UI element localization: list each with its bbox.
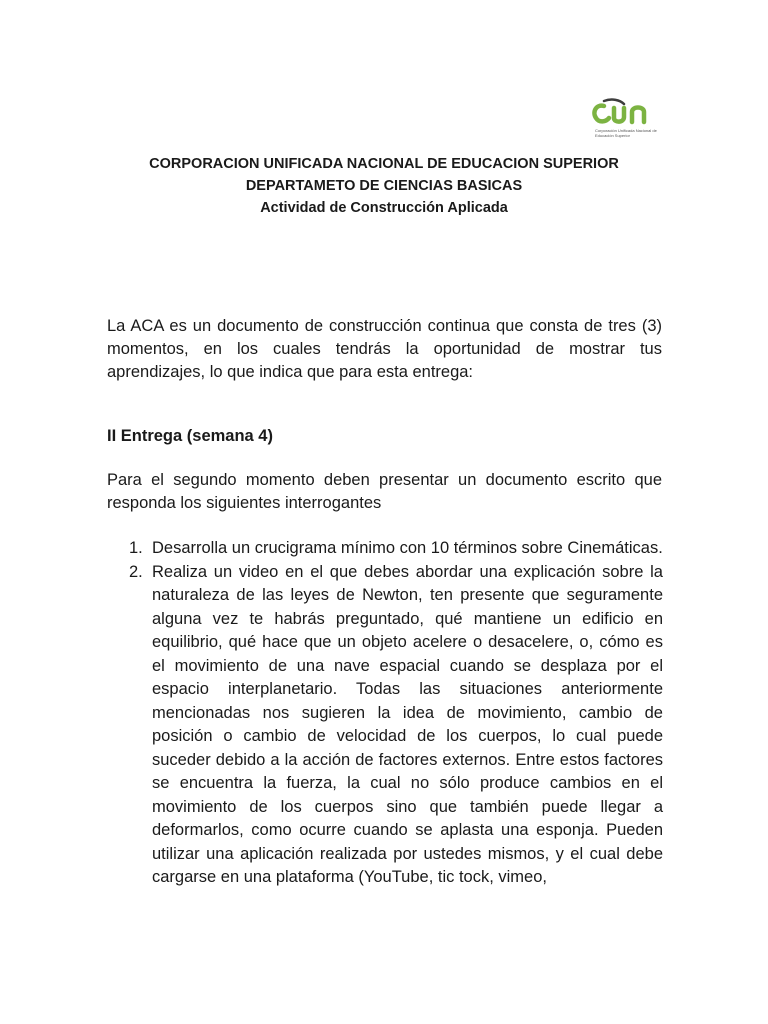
- logo-caption: Corporación Unificada Nacional de Educación Superior: [595, 128, 657, 138]
- questions-list: [0, 537, 768, 890]
- list-item-text: Desarrolla un crucigrama mínimo con 10 términos sobre Cinemáticas.: [152, 539, 663, 557]
- list-item: [0, 537, 663, 561]
- cun-logo: [590, 98, 670, 148]
- activity-title: Actividad de Construcción Aplicada: [260, 200, 508, 216]
- institution-title: CORPORACION UNIFICADA NACIONAL DE EDUCACION SUPERIOR: [149, 156, 619, 172]
- instructions-paragraph: Para el segundo momento deben presentar un documento escrito que responda los siguientes interrogantes: [107, 471, 662, 512]
- list-item-text: Realiza un video en el que debes abordar una explicación sobre la naturaleza de las leyes de Newton, ten presente que seguramente alguna vez te habrás preguntado, qué mantiene un edificio en equilibrio, qué hace que un objeto acelere o desacelere, o, cómo es el movimiento de una nave espacial cuando se desplaza por el espacio interplanetario. Todas las situaciones anteriormente mencionadas nos sugieren la idea de movimiento, cambio de posición o cambio de velocidad de los cuerpos, lo cual puede suceder debido a la acción de factores externos. Entre estos factores se encuentra la fuerza, la cual no sólo produce cambios en el movimiento de los cuerpos sino que también puede llegar a deformarlos, como ocurre cuando se aplasta una esponja. Pueden utilizar una aplicación realizada por ustedes mismos, y el cual debe cargarse en una plataforma (YouTube, tic tock, vimeo,: [152, 562, 663, 886]
- cun-logo-mark: [590, 98, 670, 130]
- list-item-number: 2.: [129, 562, 143, 581]
- section-heading: II Entrega (semana 4): [107, 427, 273, 445]
- department-title: DEPARTAMETO DE CIENCIAS BASICAS: [245, 178, 523, 194]
- document-header: [0, 153, 768, 219]
- intro-paragraph: La ACA es un documento de construcción continua que consta de tres (3) momentos, en los cuales tendrás la oportunidad de mostrar tus aprendizajes, lo que indica que para esta entrega:: [107, 317, 662, 381]
- list-item-number: 1.: [129, 539, 143, 557]
- list-item: [0, 561, 663, 890]
